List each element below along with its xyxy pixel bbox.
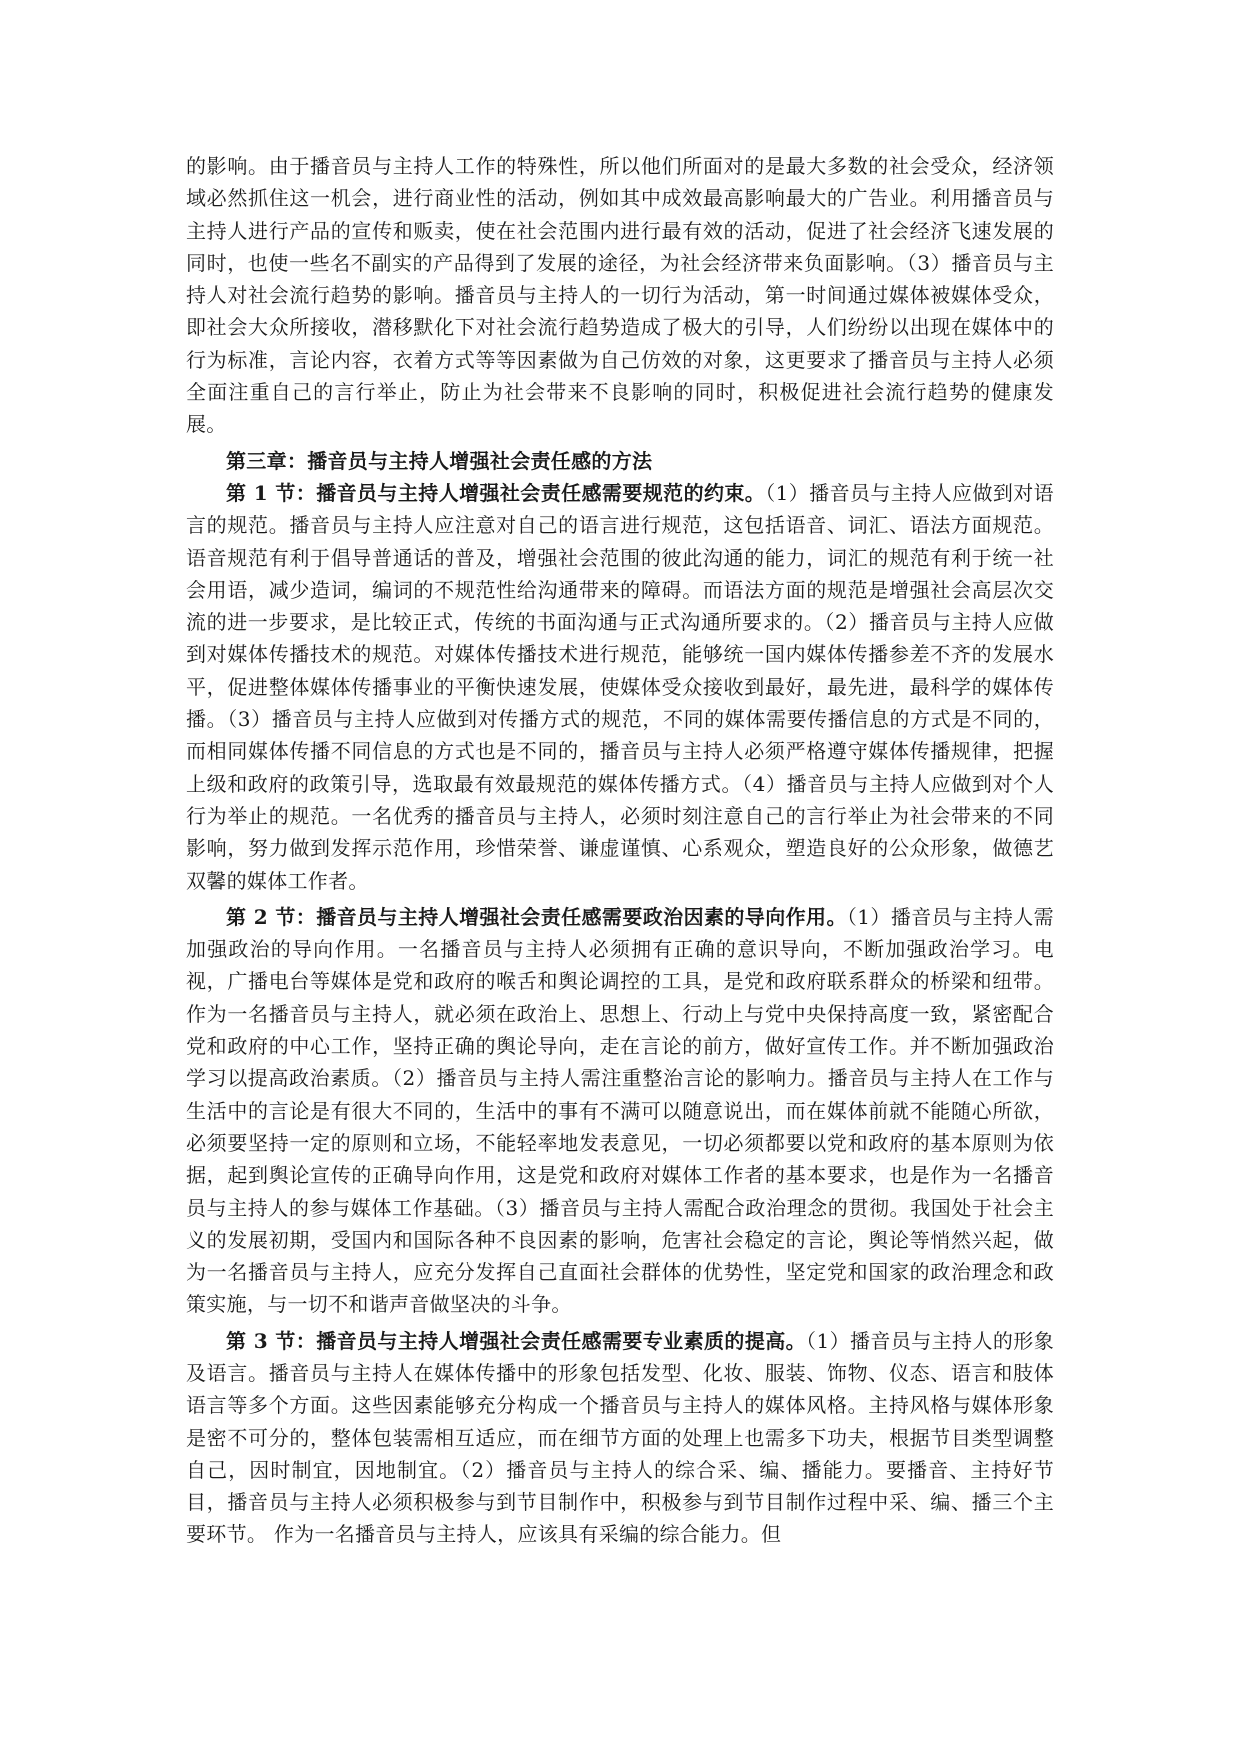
- section-2-paragraph: [186, 901, 1054, 1321]
- section-1-paragraph: [186, 477, 1054, 897]
- section-3-body: （1）播音员与主持人的形象及语言。播音员与主持人在媒体传播中的形象包括发型、化妆、服装、饰物、仪态、语言和肢体语言等多个方面。这些因素能够充分构成一个播音员与主持人的媒体风格。主持风格与媒体形象是密不可分的，整体包装需相互适应，而在细节方面的处理上也需多下功夫，根据节目类型调整自己，因时制宜，因地制宜。（2）播音员与主持人的综合采、编、播能力。要播音、主持好节目，播音员与主持人必须积极参与到节目制作中，积极参与到节目制作过程中采、编、播三个主要环节。 作为一名播音员与主持人，应该具有采编的综合能力。但: [186, 1328, 1054, 1547]
- section-2-title: 第 2 节：播音员与主持人增强社会责任感需要政治因素的导向作用。: [226, 904, 847, 929]
- section-2-body: （1）播音员与主持人需加强政治的导向作用。一名播音员与主持人必须拥有正确的意识导向，不断加强政治学习。电视，广播电台等媒体是党和政府的喉舌和舆论调控的工具，是党和政府联系群众的桥梁和纽带。作为一名播音员与主持人，就必须在政治上、思想上、行动上与党中央保持高度一致，紧密配合党和政府的中心工作，坚持正确的舆论导向，走在言论的前方，做好宣传工作。并不断加强政治学习以提高政治素质。（2）播音员与主持人需注重整治言论的影响力。播音员与主持人在工作与生活中的言论是有很大不同的，生活中的事有不满可以随意说出，而在媒体前就不能随心所欲，必须要坚持一定的原则和立场，不能轻率地发表意见，一切必须都要以党和政府的基本原则为依据，起到舆论宣传的正确导向作用，这是党和政府对媒体工作者的基本要求，也是作为一名播音员与主持人的参与媒体工作基础。（3）播音员与主持人需配合政治理念的贯彻。我国处于社会主义的发展初期，受国内和国际各种不良因素的影响，危害社会稳定的言论，舆论等悄然兴起，做为一名播音员与主持人，应充分发挥自己直面社会群体的优势性，坚定党和国家的政治理念和政策实施，与一切不和谐声音做坚决的斗争。: [186, 904, 1054, 1317]
- section-3-paragraph: [186, 1325, 1054, 1551]
- section-1-body: （1）播音员与主持人应做到对语言的规范。播音员与主持人应注意对自己的语言进行规范，这包括语音、词汇、语法方面规范。语音规范有利于倡导普通话的普及，增强社会范围的彼此沟通的能力，词汇的规范有利于统一社会用语，减少造词，编词的不规范性给沟通带来的障碍。而语法方面的规范是增强社会高层次交流的进一步要求，是比较正式，传统的书面沟通与正式沟通所要求的。（2）播音员与主持人应做到对媒体传播技术的规范。对媒体传播技术进行规范，能够统一国内媒体传播参差不齐的发展水平，促进整体媒体传播事业的平衡快速发展，使媒体受众接收到最好，最先进，最科学的媒体传播。（3）播音员与主持人应做到对传播方式的规范，不同的媒体需要传播信息的方式是不同的，而相同媒体传播不同信息的方式也是不同的，播音员与主持人必须严格遵守媒体传播规律，把握上级和政府的政策引导，选取最有效最规范的媒体传播方式。（4）播音员与主持人应做到对个人行为举止的规范。一名优秀的播音员与主持人，必须时刻注意自己的言行举止为社会带来的不同影响，努力做到发挥示范作用，珍惜荣誉、谦虚谨慎、心系观众，塑造良好的公众形象，做德艺双馨的媒体工作者。: [186, 480, 1054, 893]
- document-page: [186, 150, 1054, 1551]
- section-3-title: 第 3 节：播音员与主持人增强社会责任感需要专业素质的提高。: [226, 1328, 807, 1353]
- paragraph-continuation: 的影响。由于播音员与主持人工作的特殊性，所以他们所面对的是最大多数的社会受众，经济领域必然抓住这一机会，进行商业性的活动，例如其中成效最高影响最大的广告业。利用播音员与主持人进行产品的宣传和贩卖，使在社会范围内进行最有效的活动，促进了社会经济飞速发展的同时，也使一些名不副实的产品得到了发展的途径，为社会经济带来负面影响。（3）播音员与主持人对社会流行趋势的影响。播音员与主持人的一切行为活动，第一时间通过媒体被媒体受众，即社会大众所接收，潜移默化下对社会流行趋势造成了极大的引导，人们纷纷以出现在媒体中的行为标准，言论内容，衣着方式等等因素做为自己仿效的对象，这更要求了播音员与主持人必须全面注重自己的言行举止，防止为社会带来不良影响的同时，积极促进社会流行趋势的健康发展。: [186, 154, 1054, 437]
- chapter-heading: 第三章：播音员与主持人增强社会责任感的方法: [226, 448, 653, 473]
- section-1-title: 第 1 节：播音员与主持人增强社会责任感需要规范的约束。: [226, 480, 766, 505]
